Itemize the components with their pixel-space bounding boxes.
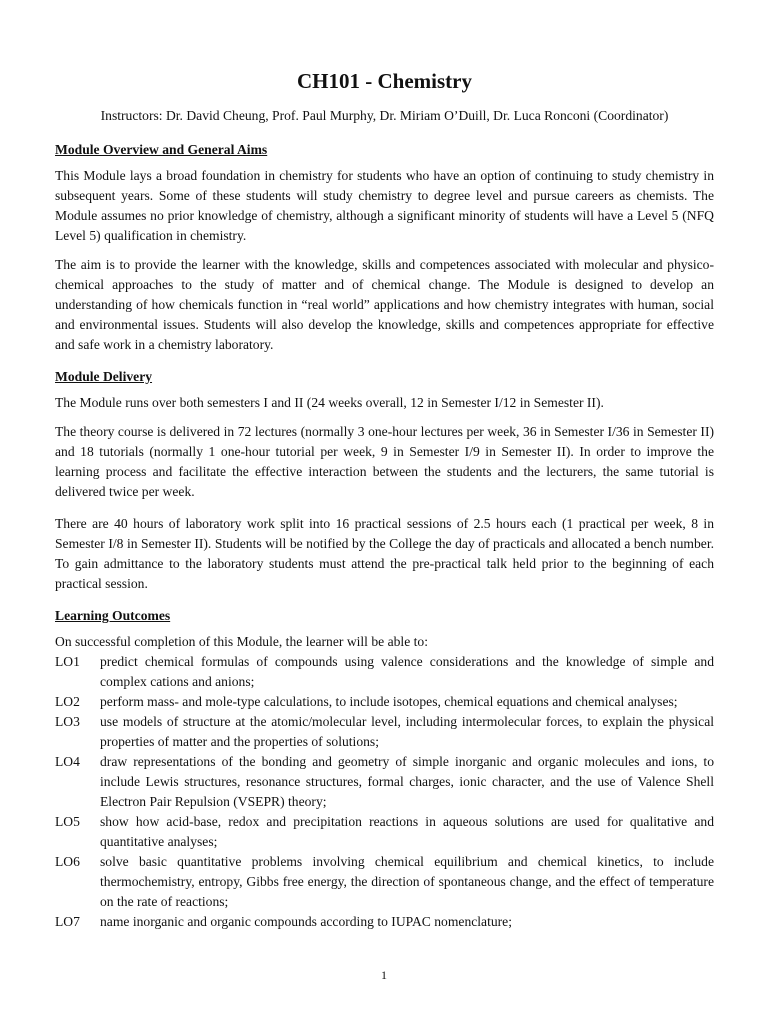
outcome-code: LO7 (55, 914, 80, 929)
outcome-text: perform mass- and mole-type calculations, to include isotopes, chemical equations and chemical analyses; (100, 694, 678, 709)
list-item (55, 752, 714, 812)
overview-section (55, 140, 714, 355)
outcome-code: LO2 (55, 694, 80, 709)
outcome-text: draw representations of the bonding and geometry of simple inorganic and organic molecules and ions, to include Lewis structures, resonance structures, formal charges, ionic character, and the use of Valence Shell Electron Pair Repulsion (VSEPR) theory; (100, 754, 714, 809)
outcome-code: LO5 (55, 814, 80, 829)
outcomes-intro: On successful completion of this Module, the learner will be able to: (55, 634, 428, 649)
outcomes-heading: Learning Outcomes (55, 608, 171, 623)
list-item (55, 812, 714, 852)
delivery-paragraph: The Module runs over both semesters I and II (24 weeks overall, 12 in Semester I/12 in Semester II). (55, 395, 604, 410)
outcome-text: predict chemical formulas of compounds using valence considerations and the knowledge of simple and complex cations and anions; (100, 654, 714, 689)
document-title: CH101 - Chemistry (297, 69, 472, 93)
outcome-text: show how acid-base, redox and precipitation reactions in aqueous solutions are used for qualitative and quantitative analyses; (100, 814, 714, 849)
page-number: 1 (381, 968, 387, 982)
overview-paragraph: This Module lays a broad foundation in chemistry for students who have an option of continuing to study chemistry in subsequent years. Some of these students will study chemistry to degree level and pursue careers as chemists. The Module assumes no prior knowledge of chemistry, although a significant minority of students will have a Level 5 (NFQ Level 5) qualification in chemistry. (55, 168, 714, 243)
learning-outcomes-list (55, 652, 714, 932)
outcome-code: LO4 (55, 754, 80, 769)
list-item (55, 912, 714, 932)
overview-heading: Module Overview and General Aims (55, 142, 268, 157)
delivery-paragraph: The theory course is delivered in 72 lectures (normally 3 one-hour lectures per week, 36 in Semester I/36 in Semester II) and 18 tutorials (normally 1 one-hour tutorial per week, 9 in Semester I/9 in Semester II). In order to improve the learning process and facilitate the effective interaction between the students and the lecturers, the same tutorial is delivered twice per week. (55, 424, 714, 499)
outcome-text: name inorganic and organic compounds according to IUPAC nomenclature; (100, 914, 512, 929)
outcome-code: LO3 (55, 714, 80, 729)
outcome-code: LO1 (55, 654, 80, 669)
delivery-paragraph: There are 40 hours of laboratory work split into 16 practical sessions of 2.5 hours each (1 practical per week, 8 in Semester I/8 in Semester II). Students will be notified by the College the day of practicals and allocated a bench number. To gain admittance to the laboratory students must attend the pre-practical talk held prior to the beginning of each practical session. (55, 516, 714, 591)
outcome-text: use models of structure at the atomic/molecular level, including intermolecular forces, to explain the physical properties of matter and the properties of solutions; (100, 714, 714, 749)
list-item (55, 852, 714, 912)
outcome-code: LO6 (55, 854, 80, 869)
outcomes-section (55, 606, 714, 932)
outcome-text: solve basic quantitative problems involving chemical equilibrium and chemical kinetics, to include thermochemistry, entropy, Gibbs free energy, the direction of spontaneous change, and the effect of temperature on the rate of reactions; (100, 854, 714, 909)
list-item (55, 652, 714, 692)
delivery-section (55, 367, 714, 594)
delivery-heading: Module Delivery (55, 369, 153, 384)
list-item (55, 692, 714, 712)
list-item (55, 712, 714, 752)
overview-paragraph: The aim is to provide the learner with the knowledge, skills and competences associated with molecular and physico-chemical approaches to the study of matter and of chemical change. The Module is designed to develop an understanding of how chemicals function in “real world” applications and how chemistry integrates with human, social and environmental issues. Students will also develop the knowledge, skills and competences appropriate for effective and safe work in a chemistry laboratory. (55, 257, 714, 352)
instructors-line: Instructors: Dr. David Cheung, Prof. Paul Murphy, Dr. Miriam O’Duill, Dr. Luca Ronconi (Coordinator) (100, 108, 669, 123)
